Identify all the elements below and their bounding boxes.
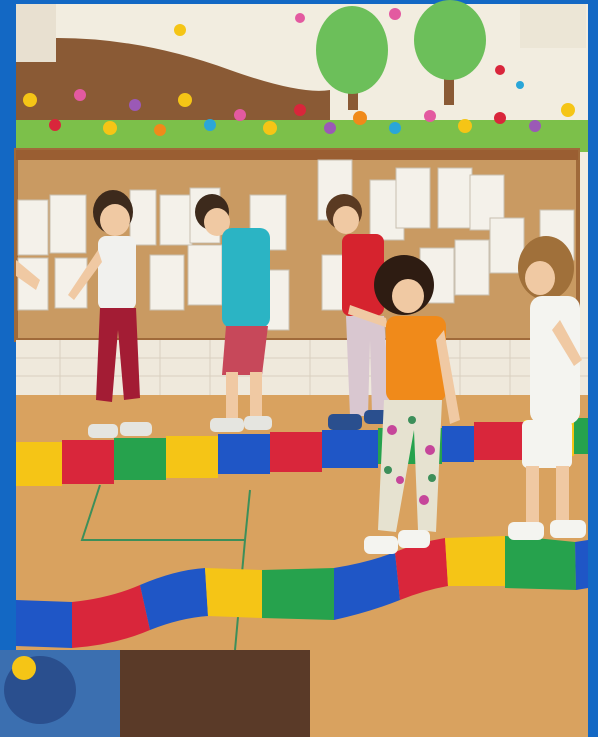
- poster: [16, 4, 56, 62]
- poster: [520, 4, 586, 48]
- corkboard-top-rail: [16, 150, 578, 160]
- overlay-photo-dot: [12, 656, 36, 680]
- grass-strip: [16, 120, 588, 152]
- tree-right: [414, 0, 486, 80]
- tree-left: [316, 6, 388, 94]
